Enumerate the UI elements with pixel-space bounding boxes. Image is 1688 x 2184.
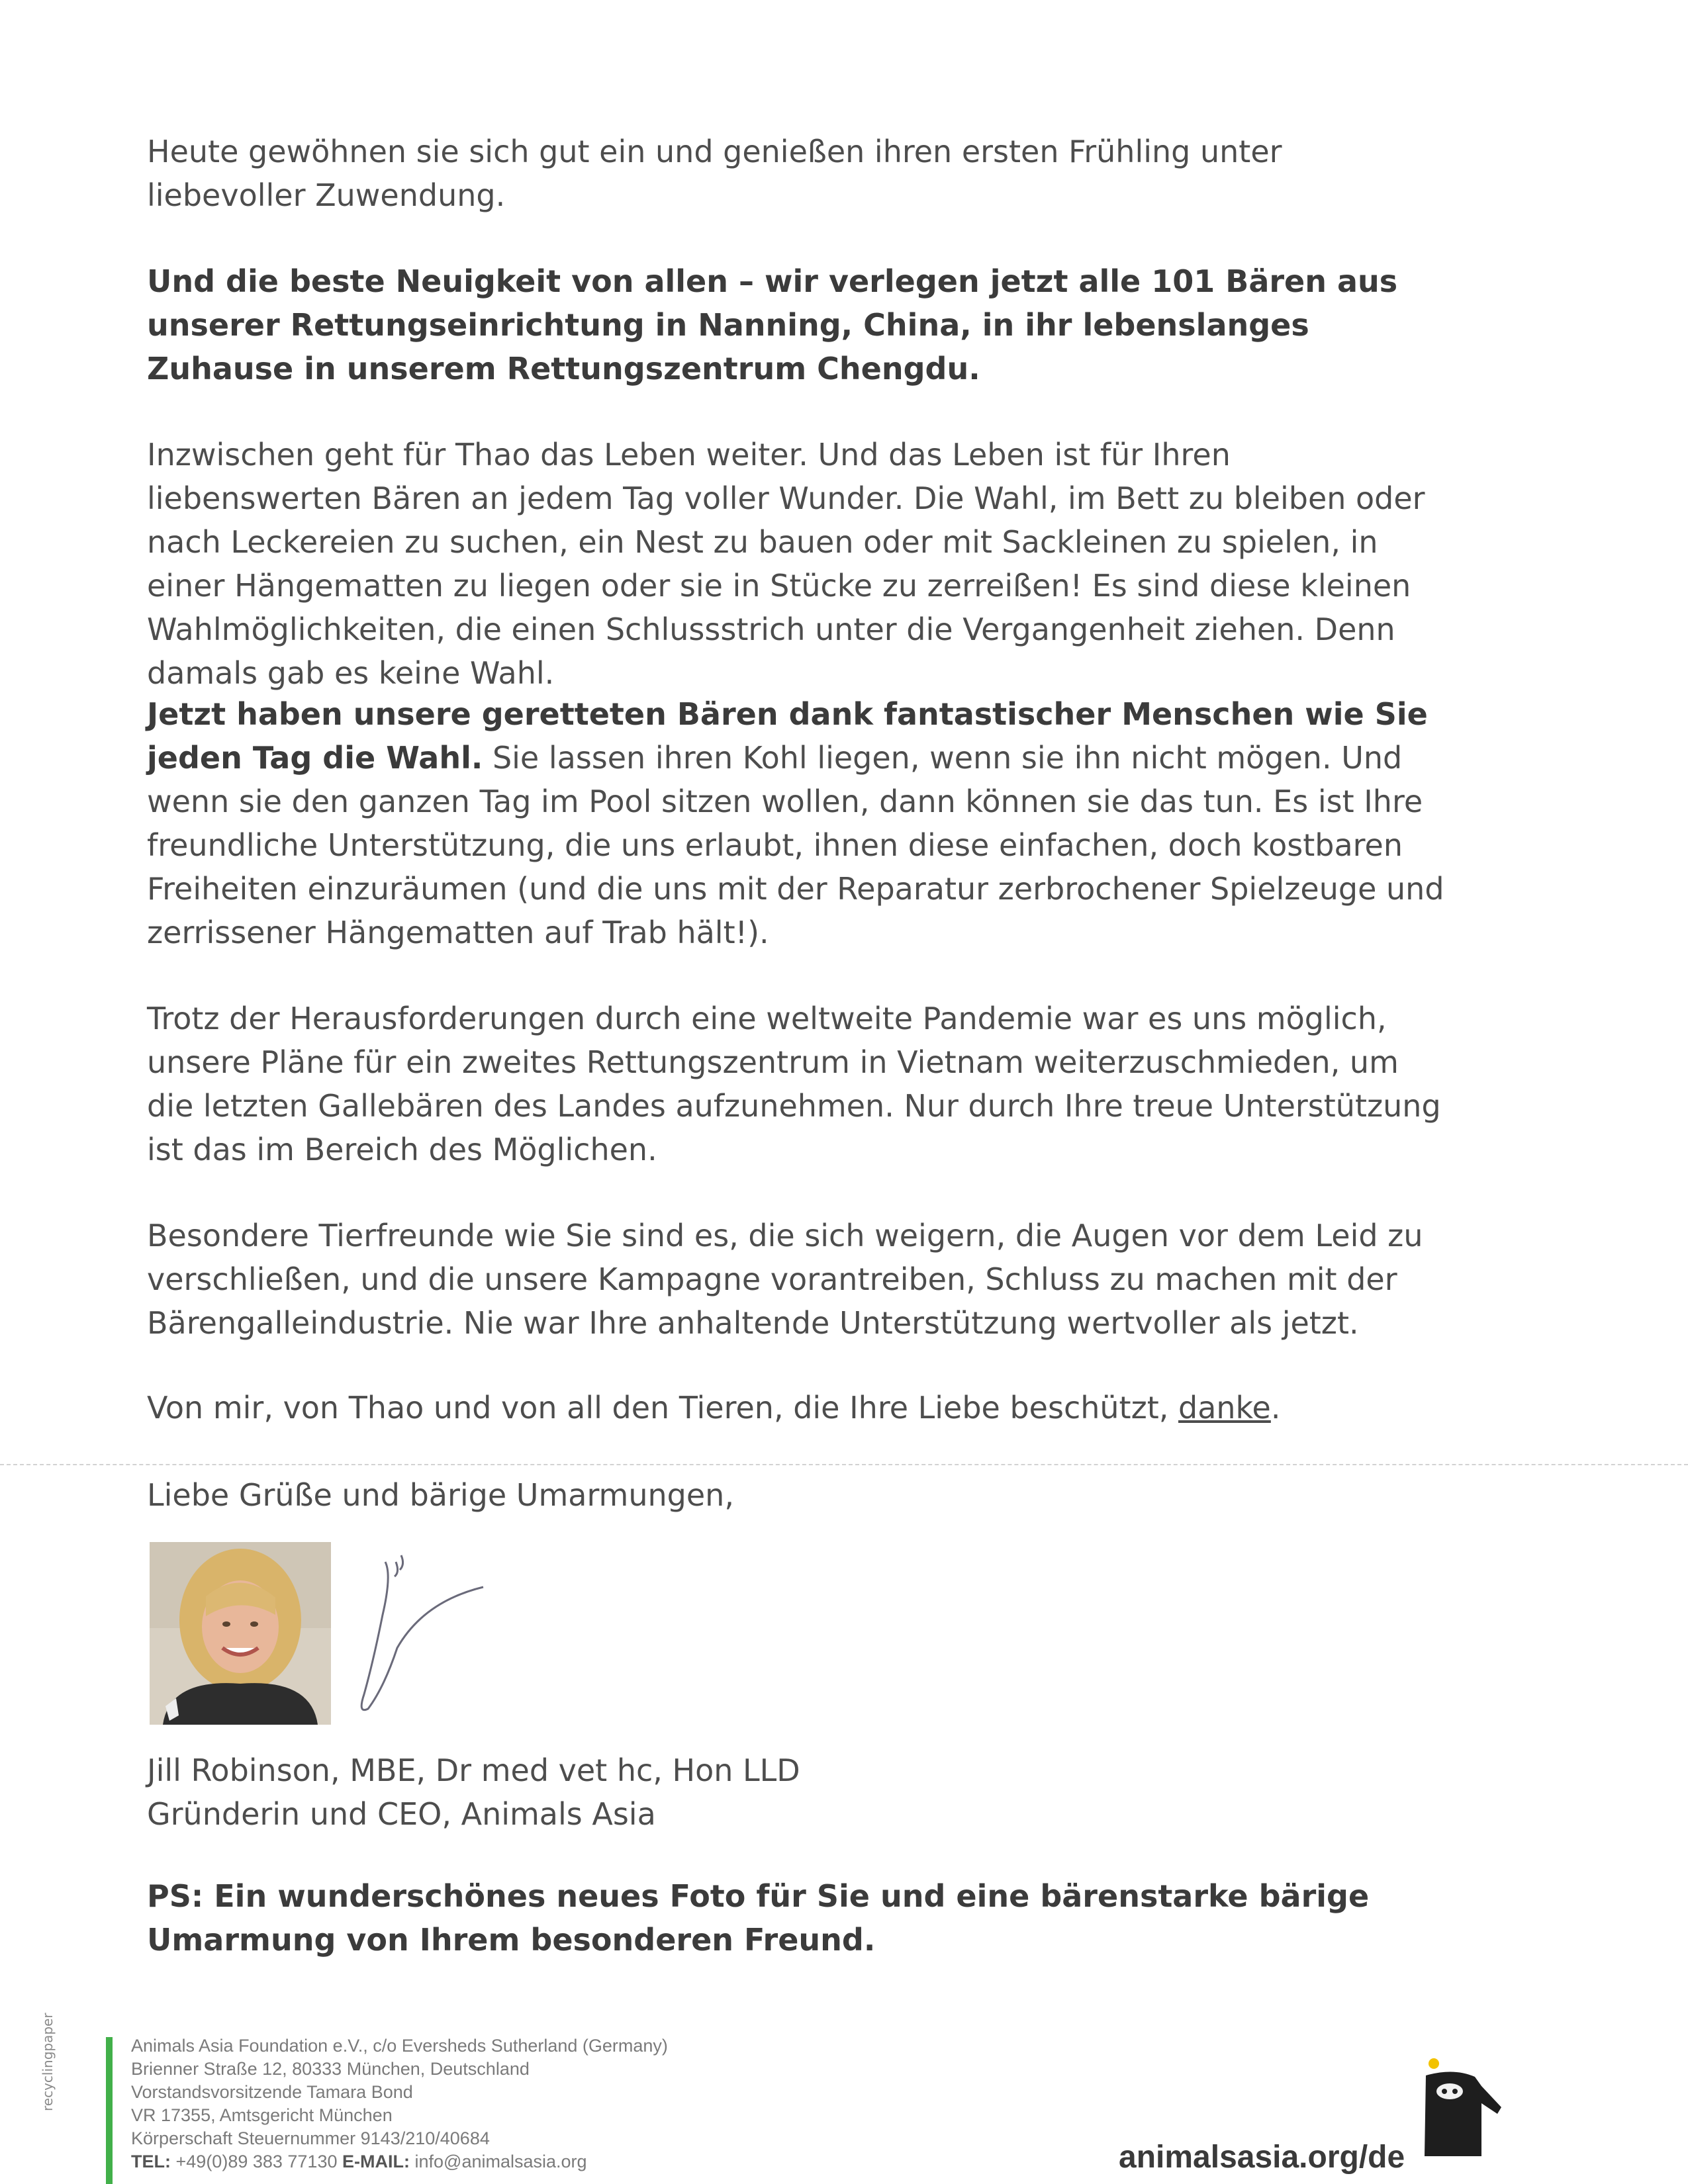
handwritten-signature: [344, 1535, 543, 1734]
paragraph-4-rest: Sie lassen ihren Kohl liegen, wenn sie ihn nicht mögen. Und wenn sie den ganzen Tag im Pool sitzen wollen, dann können sie das tun. Es ist Ihre freundliche Unterstützung, die uns erlaubt, ihnen diese einfachen, doch kostbaren Freiheiten einzuräumen (und die uns mit der Reparatur zerbrochener Spielzeuge und zerrissener Hängematten auf Trab hält!).: [147, 740, 1444, 950]
email-value: info@animalsasia.org: [414, 2152, 587, 2171]
footer-line-1: Animals Asia Foundation e.V., c/o Eversheds Sutherland (Germany): [131, 2036, 668, 2056]
thanks-period: .: [1270, 1390, 1281, 1426]
fold-line: [0, 1464, 1688, 1465]
postscript: PS: Ein wunderschönes neues Foto für Sie und eine bärenstarke bärige Umarmung von Ihrem besonderen Freund.: [147, 1878, 1370, 1958]
website-url: animalsasia.org/de: [1119, 2140, 1405, 2175]
paragraph-2-bold: Und die beste Neuigkeit von allen – wir verlegen jetzt alle 101 Bären aus unserer Rettungseinrichtung in Nanning, China, in ihr lebenslanges Zuhause in unserem Rettungszentrum Chengdu.: [147, 263, 1398, 387]
recycling-note: recyclingpaper: [40, 2013, 56, 2111]
tel-value: +49(0)89 383 77130: [175, 2152, 338, 2171]
paragraph-1: Heute gewöhnen sie sich gut ein und genießen ihren ersten Frühling unter liebevoller Zuwendung.: [147, 134, 1282, 213]
footer-line-4: VR 17355, Amtsgericht München: [131, 2105, 393, 2125]
footer-contact: [131, 2150, 668, 2173]
footer-accent-bar: [106, 2037, 113, 2184]
paragraph-5: Trotz der Herausforderungen durch eine weltweite Pandemie war es uns möglich, unsere Pläne für ein zweites Rettungszentrum in Vietnam weiterzuschmieden, um die letzten Gallebären des Landes aufzunehmen. Nur durch Ihre treue Unterstützung ist das im Bereich des Möglichen.: [147, 1001, 1441, 1167]
bear-logo-icon: [1415, 2057, 1501, 2156]
signer-title: Gründerin und CEO, Animals Asia: [147, 1796, 656, 1832]
paragraph-4: [147, 692, 1444, 954]
footer-address: [131, 2034, 668, 2173]
paragraph-4-bold: Jetzt haben unsere geretteten Bären dank fantastischer Menschen wie Sie jeden Tag die Wahl.: [147, 696, 1428, 776]
thanks-text: Von mir, von Thao und von all den Tieren, die Ihre Liebe beschützt,: [147, 1390, 1179, 1426]
closing: Liebe Grüße und bärige Umarmungen,: [147, 1477, 734, 1513]
footer-line-2: Brienner Straße 12, 80333 München, Deutschland: [131, 2059, 530, 2079]
danke-underlined: danke: [1178, 1390, 1271, 1426]
paragraph-2: [147, 259, 1444, 390]
portrait-photo: [150, 1542, 331, 1725]
email-label: E-MAIL:: [342, 2152, 410, 2171]
paragraph-3: Inzwischen geht für Thao das Leben weiter. Und das Leben ist für Ihren liebenswerten Bären an jedem Tag voller Wunder. Die Wahl, im Bett zu bleiben oder nach Leckereien zu suchen, ein Nest zu bauen oder mit Sackleinen zu spielen, in einer Hängematten zu liegen oder sie in Stücke zu zerreißen! Es sind diese kleinen Wahlmöglichkeiten, die einen Schlussstrich unter die Vergangenheit ziehen. Denn damals gab es keine Wahl.: [147, 437, 1425, 691]
signer-name: Jill Robinson, MBE, Dr med vet hc, Hon LLD: [147, 1752, 800, 1788]
tel-label: TEL:: [131, 2152, 171, 2171]
footer-line-3: Vorstandsvorsitzende Tamara Bond: [131, 2082, 413, 2102]
paragraph-7: [147, 1386, 1444, 1430]
paragraph-6: Besondere Tierfreunde wie Sie sind es, die sich weigern, die Augen vor dem Leid zu verschließen, und die unsere Kampagne vorantreiben, Schluss zu machen mit der Bärengalleindustrie. Nie war Ihre anhaltende Unterstützung wertvoller als jetzt.: [147, 1218, 1423, 1341]
footer-line-5: Körperschaft Steuernummer 9143/210/40684: [131, 2128, 490, 2148]
signer-block: [147, 1749, 800, 1836]
